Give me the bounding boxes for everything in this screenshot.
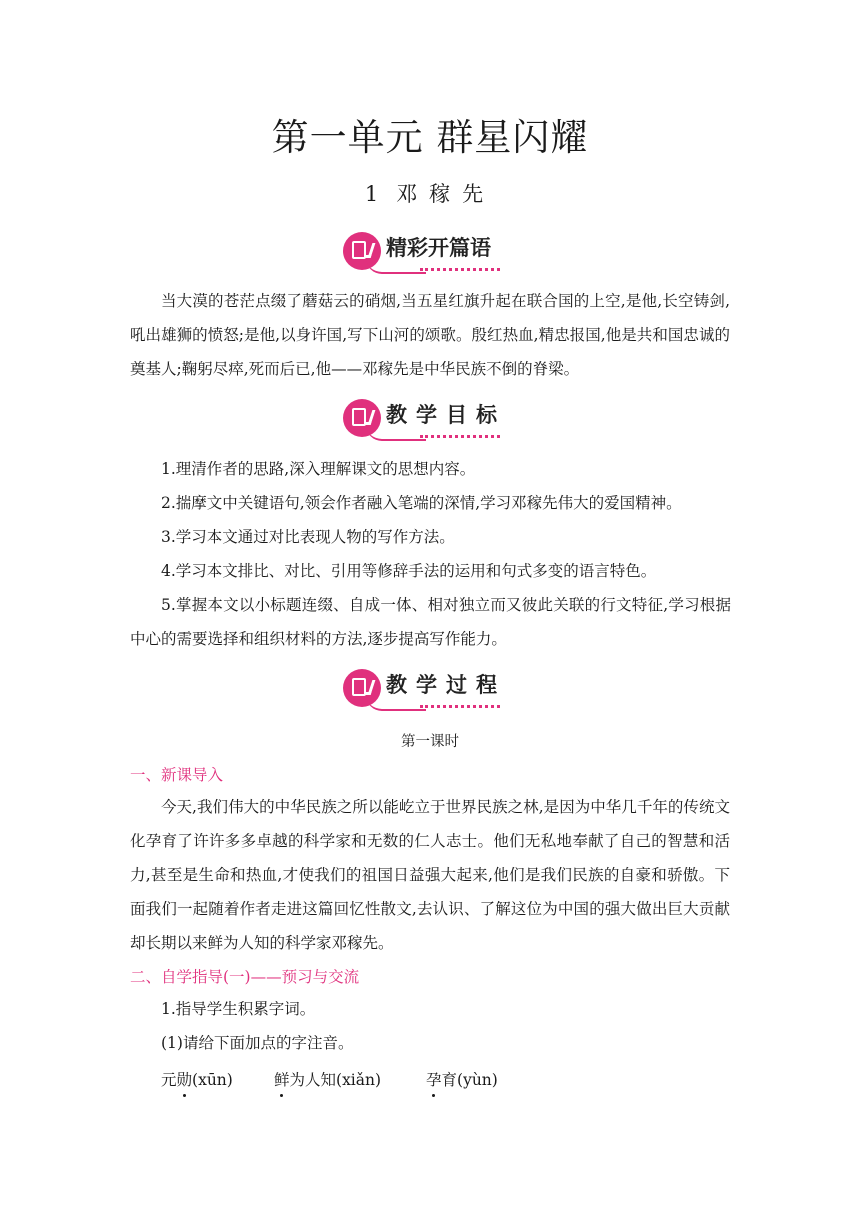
intro-paragraph: 当大漠的苍茫点缀了蘑菇云的硝烟,当五星红旗升起在联合国的上空,是他,长空铸剑,吼出雄狮的愤怒;是他,以身许国,写下山河的颂歌。殷红热血,精忠报国,他是共和国忠诚的奠基人;鞠躬尽瘁,死而后已,他——邓稼先是中华民族不倒的脊梁。: [130, 292, 730, 378]
lesson-name: 邓稼先: [396, 182, 496, 206]
goal-item: 5.掌握本文以小标题连缀、自成一体、相对独立而又彼此关联的行文特征,学习根据中心的需要选择和组织材料的方法,逐步提高写作能力。: [130, 596, 731, 648]
word-item: 孕育(yùn): [426, 1066, 498, 1094]
lesson-number: 1: [364, 182, 379, 206]
goal-item: 1.理清作者的思路,深入理解课文的思想内容。: [161, 460, 476, 478]
goals-section-label: 教学目标: [386, 403, 506, 427]
part1-paragraph: 今天,我们伟大的中华民族之所以能屹立于世界民族之林,是因为中华几千年的传统文化孕育了许许多多卓越的科学家和无数的仁人志士。他们无私地奉献了自己的智慧和活力,甚至是生命和热血,才使我们的祖国日益强大起来,他们是我们民族的自豪和骄傲。下面我们一起随着作者走进这篇回忆性散文,去认识、了解这位为中国的强大做出巨大贡献却长期以来鲜为人知的科学家邓稼先。: [130, 798, 730, 952]
part2-heading: 二、自学指导(一)——预习与交流: [130, 968, 360, 986]
step-item: 1.指导学生积累字词。: [161, 1000, 316, 1018]
period-label: 第一课时: [401, 734, 459, 750]
unit-title: 第一单元 群星闪耀: [271, 116, 589, 159]
lesson-title: [0, 178, 860, 210]
header-dotted-rule: [420, 435, 500, 438]
intro-section-header: [0, 232, 860, 282]
word-item: 鲜为人知(xiǎn): [274, 1066, 381, 1094]
step-subitem: (1)请给下面加点的字注音。: [161, 1034, 354, 1052]
process-section-label: 教学过程: [386, 673, 506, 697]
header-dotted-rule: [420, 268, 500, 271]
header-dotted-rule: [420, 705, 500, 708]
process-section-header: [0, 669, 860, 719]
goal-item: 3.学习本文通过对比表现人物的写作方法。: [161, 528, 455, 546]
goal-item: 4.学习本文排比、对比、引用等修辞手法的运用和句式多变的语言特色。: [161, 562, 657, 580]
goal-item: 2.揣摩文中关键语句,领会作者融入笔端的深情,学习邓稼先伟大的爱国精神。: [161, 494, 682, 512]
goals-section-header: [0, 399, 860, 449]
intro-section-label: 精彩开篇语: [386, 236, 491, 260]
part1-heading: 一、新课导入: [130, 766, 224, 784]
word-item: 元勋(xūn): [161, 1066, 233, 1094]
